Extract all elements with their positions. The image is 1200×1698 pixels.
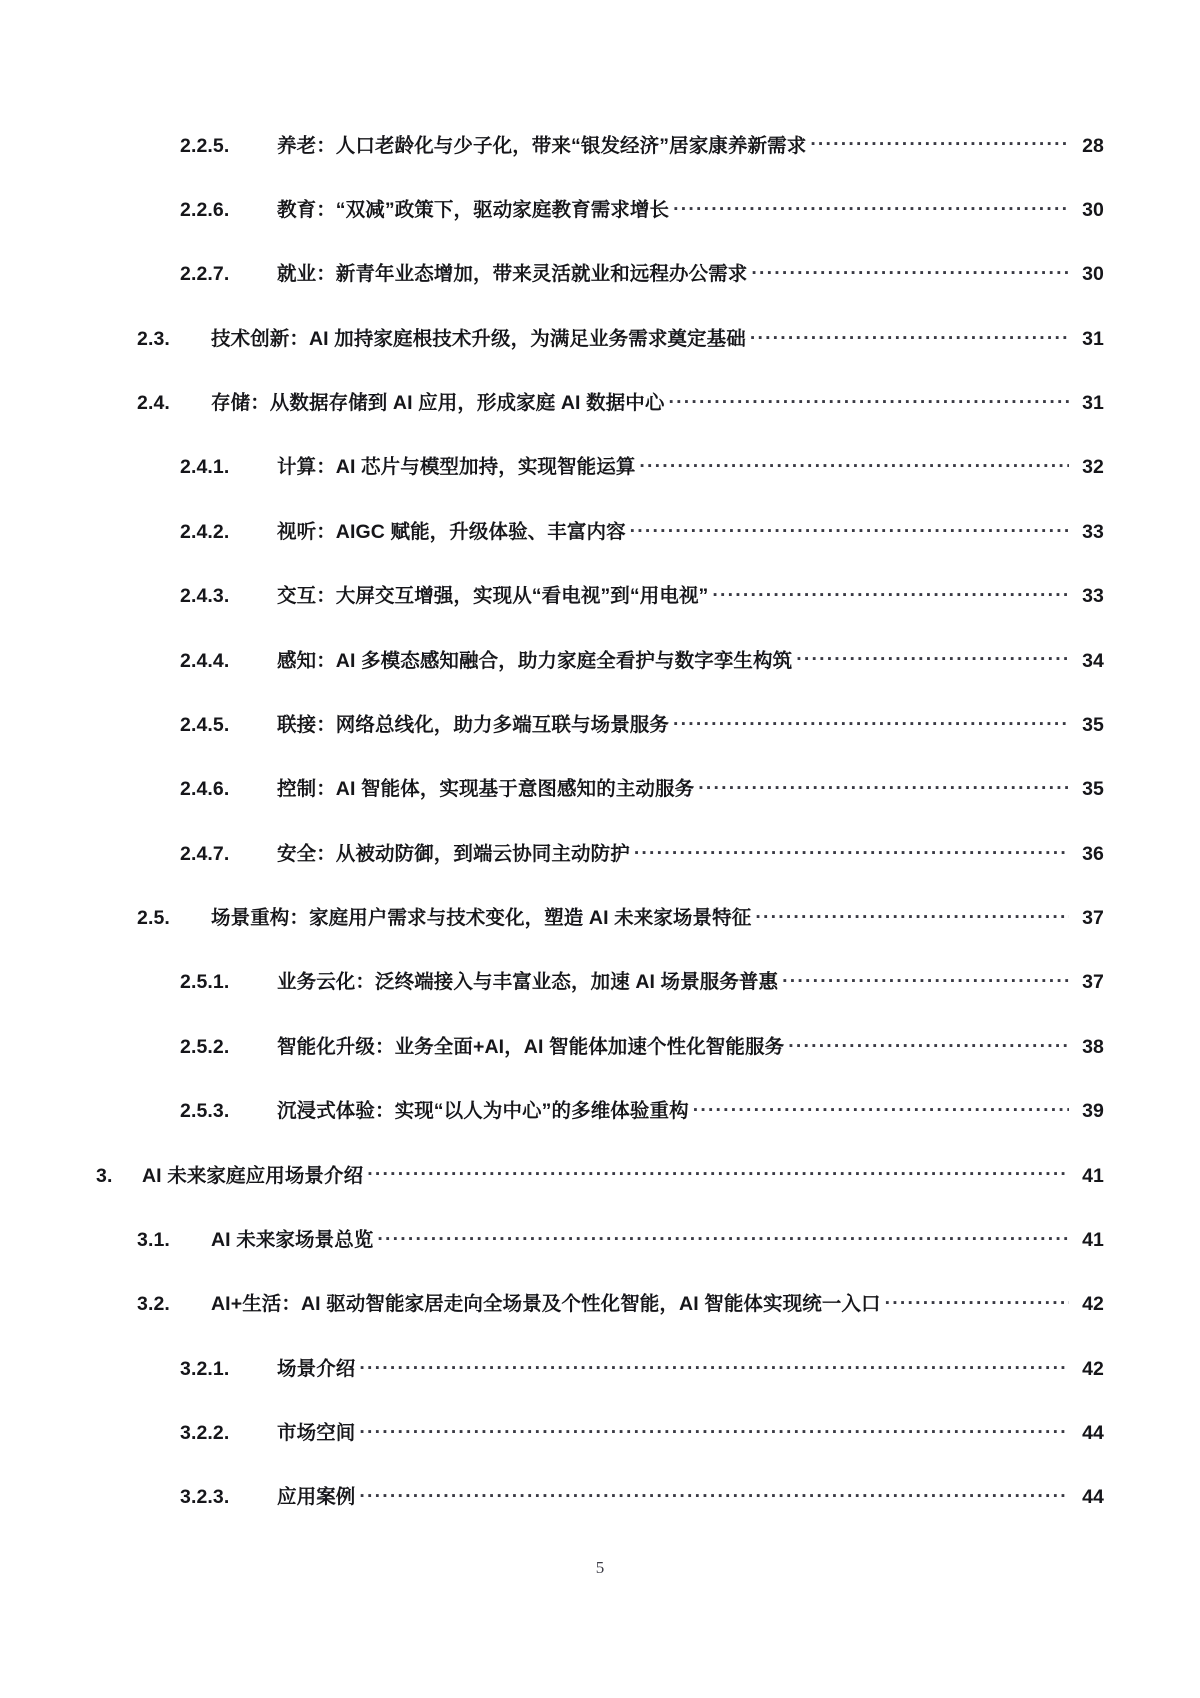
- toc-entry-page-number: 44: [1082, 1486, 1104, 1509]
- toc-leader-dots: [698, 776, 1069, 796]
- toc-entry-page-number: 33: [1082, 520, 1104, 543]
- toc-entry-title: 感知：AI 多模态感知融合，助力家庭全看护与数字孪生构筑: [277, 649, 793, 672]
- toc-entry-title: 业务云化：泛终端接入与丰富业态，加速 AI 场景服务普惠: [277, 971, 779, 994]
- toc-entry-title: 养老：人口老龄化与少子化，带来“银发经济”居家康养新需求: [277, 134, 807, 157]
- toc-leader-dots: [367, 1162, 1069, 1182]
- toc-entry[interactable]: [96, 132, 1104, 158]
- toc-leader-dots: [639, 454, 1069, 474]
- toc-entry-page-number: 37: [1082, 971, 1104, 994]
- toc-entry[interactable]: [96, 390, 1104, 416]
- toc-entry[interactable]: [96, 840, 1104, 866]
- toc-entry-number: 2.2.7.: [180, 263, 230, 286]
- toc-entry-page-number: 41: [1082, 1164, 1104, 1187]
- toc-entry-title: 市场空间: [277, 1422, 356, 1444]
- toc-entry[interactable]: [96, 1226, 1104, 1252]
- table-of-contents: [0, 132, 1200, 1548]
- toc-entry-page-number: 42: [1082, 1357, 1104, 1380]
- toc-entry-number: 3.2.: [137, 1293, 170, 1316]
- toc-leader-dots: [377, 1226, 1069, 1246]
- toc-entry-number: 2.5.2.: [180, 1035, 230, 1058]
- toc-entry-number: 2.4.4.: [180, 649, 230, 672]
- page-footer: [0, 1558, 1200, 1578]
- toc-entry[interactable]: [96, 325, 1104, 351]
- toc-leader-dots: [755, 905, 1069, 925]
- toc-entry-number: 2.4.3.: [180, 585, 230, 608]
- toc-leader-dots: [673, 711, 1069, 731]
- toc-entry-number: 3.2.3.: [180, 1486, 230, 1509]
- toc-entry-page-number: 30: [1082, 198, 1104, 221]
- toc-entry-title: 教育：“双减”政策下，驱动家庭教育需求增长: [277, 198, 670, 221]
- toc-entry-page-number: 31: [1082, 392, 1104, 414]
- toc-leader-dots: [634, 840, 1069, 860]
- toc-entry-page-number: 42: [1082, 1293, 1104, 1316]
- toc-entry-page-number: 33: [1082, 585, 1104, 608]
- toc-entry-number: 2.4.6.: [180, 778, 230, 801]
- toc-leader-dots: [668, 390, 1069, 410]
- toc-entry-number: 2.5.: [137, 907, 170, 929]
- toc-entry[interactable]: [96, 454, 1104, 480]
- toc-entry-number: 2.5.3.: [180, 1100, 230, 1123]
- toc-entry-number: 3.1.: [137, 1228, 170, 1251]
- toc-leader-dots: [359, 1420, 1069, 1440]
- toc-entry-page-number: 35: [1082, 713, 1104, 736]
- toc-leader-dots: [788, 1033, 1069, 1053]
- toc-leader-dots: [885, 1291, 1069, 1311]
- toc-entry-title: AI 未来家场景总览: [211, 1228, 374, 1251]
- toc-entry-title: 应用案例: [277, 1486, 356, 1509]
- toc-entry-number: 2.3.: [137, 327, 170, 350]
- toc-leader-dots: [750, 325, 1069, 345]
- toc-entry-title: 联接：网络总线化，助力多端互联与场景服务: [277, 713, 670, 736]
- footer-page-number: 5: [595, 1558, 605, 1577]
- toc-entry-title: 存储：从数据存储到 AI 应用，形成家庭 AI 数据中心: [211, 392, 665, 414]
- toc-leader-dots: [359, 1484, 1069, 1504]
- toc-leader-dots: [796, 647, 1069, 667]
- toc-entry-number: 2.4.2.: [180, 520, 230, 543]
- toc-entry[interactable]: [96, 1291, 1104, 1317]
- toc-entry-number: 3.2.1.: [180, 1357, 230, 1380]
- toc-entry-title: 场景介绍: [277, 1357, 356, 1380]
- toc-entry[interactable]: [96, 647, 1104, 673]
- toc-entry-title: AI+生活：AI 驱动智能家居走向全场景及个性化智能，AI 智能体实现统一入口: [211, 1293, 881, 1316]
- toc-entry[interactable]: [96, 1162, 1104, 1188]
- toc-entry-title: 就业：新青年业态增加，带来灵活就业和远程办公需求: [277, 263, 748, 286]
- toc-entry-number: 2.2.5.: [180, 134, 230, 157]
- toc-entry[interactable]: [96, 1355, 1104, 1381]
- toc-entry-number: 2.4.: [137, 392, 170, 414]
- toc-leader-dots: [359, 1355, 1069, 1375]
- toc-leader-dots: [810, 132, 1069, 152]
- toc-entry[interactable]: [96, 1098, 1104, 1124]
- toc-entry[interactable]: [96, 1420, 1104, 1446]
- toc-entry-number: 2.4.7.: [180, 842, 230, 865]
- toc-entry-title: AI 未来家庭应用场景介绍: [142, 1164, 364, 1187]
- toc-entry-title: 智能化升级：业务全面+AI，AI 智能体加速个性化智能服务: [277, 1035, 785, 1058]
- toc-leader-dots: [673, 196, 1069, 216]
- toc-entry-page-number: 37: [1082, 907, 1104, 929]
- toc-entry-page-number: 30: [1082, 263, 1104, 286]
- toc-entry-page-number: 31: [1082, 327, 1104, 350]
- toc-entry-page-number: 38: [1082, 1035, 1104, 1058]
- toc-entry-page-number: 36: [1082, 842, 1104, 865]
- toc-entry-title: 技术创新：AI 加持家庭根技术升级，为满足业务需求奠定基础: [211, 327, 746, 350]
- toc-leader-dots: [751, 261, 1069, 281]
- toc-entry-page-number: 35: [1082, 778, 1104, 801]
- toc-entry-title: 视听：AIGC 赋能，升级体验、丰富内容: [277, 520, 626, 543]
- toc-entry-number: 2.2.6.: [180, 198, 230, 221]
- toc-entry-number: 3.2.2.: [180, 1422, 230, 1444]
- toc-entry-page-number: 39: [1082, 1100, 1104, 1123]
- toc-leader-dots: [782, 969, 1069, 989]
- toc-entry-page-number: 44: [1082, 1422, 1104, 1444]
- toc-entry[interactable]: [96, 711, 1104, 737]
- toc-leader-dots: [693, 1098, 1069, 1118]
- toc-entry-number: 3.: [96, 1164, 113, 1187]
- toc-entry[interactable]: [96, 261, 1104, 287]
- toc-entry-title: 沉浸式体验：实现“以人为中心”的多维体验重构: [277, 1100, 689, 1123]
- toc-entry-title: 交互：大屏交互增强，实现从“看电视”到“用电视”: [277, 585, 709, 608]
- toc-entry-title: 计算：AI 芯片与模型加持，实现智能运算: [277, 456, 636, 479]
- toc-entry[interactable]: [96, 776, 1104, 802]
- toc-entry-title: 场景重构：家庭用户需求与技术变化，塑造 AI 未来家场景特征: [211, 907, 752, 929]
- toc-entry[interactable]: [96, 969, 1104, 995]
- toc-entry-title: 安全：从被动防御，到端云协同主动防护: [277, 842, 630, 865]
- toc-entry[interactable]: [96, 1033, 1104, 1059]
- toc-entry[interactable]: [96, 196, 1104, 222]
- toc-entry-page-number: 34: [1082, 649, 1104, 672]
- toc-entry[interactable]: [96, 518, 1104, 544]
- toc-leader-dots: [712, 583, 1069, 603]
- toc-entry[interactable]: [96, 905, 1104, 931]
- toc-entry-page-number: 32: [1082, 456, 1104, 479]
- toc-entry-title: 控制：AI 智能体，实现基于意图感知的主动服务: [277, 778, 695, 801]
- toc-entry-number: 2.5.1.: [180, 971, 230, 994]
- toc-entry-number: 2.4.1.: [180, 456, 230, 479]
- toc-entry[interactable]: [96, 583, 1104, 609]
- toc-entry-page-number: 41: [1082, 1228, 1104, 1251]
- toc-entry[interactable]: [96, 1484, 1104, 1510]
- toc-entry-number: 2.4.5.: [180, 713, 230, 736]
- toc-entry-page-number: 28: [1082, 134, 1104, 157]
- toc-leader-dots: [630, 518, 1069, 538]
